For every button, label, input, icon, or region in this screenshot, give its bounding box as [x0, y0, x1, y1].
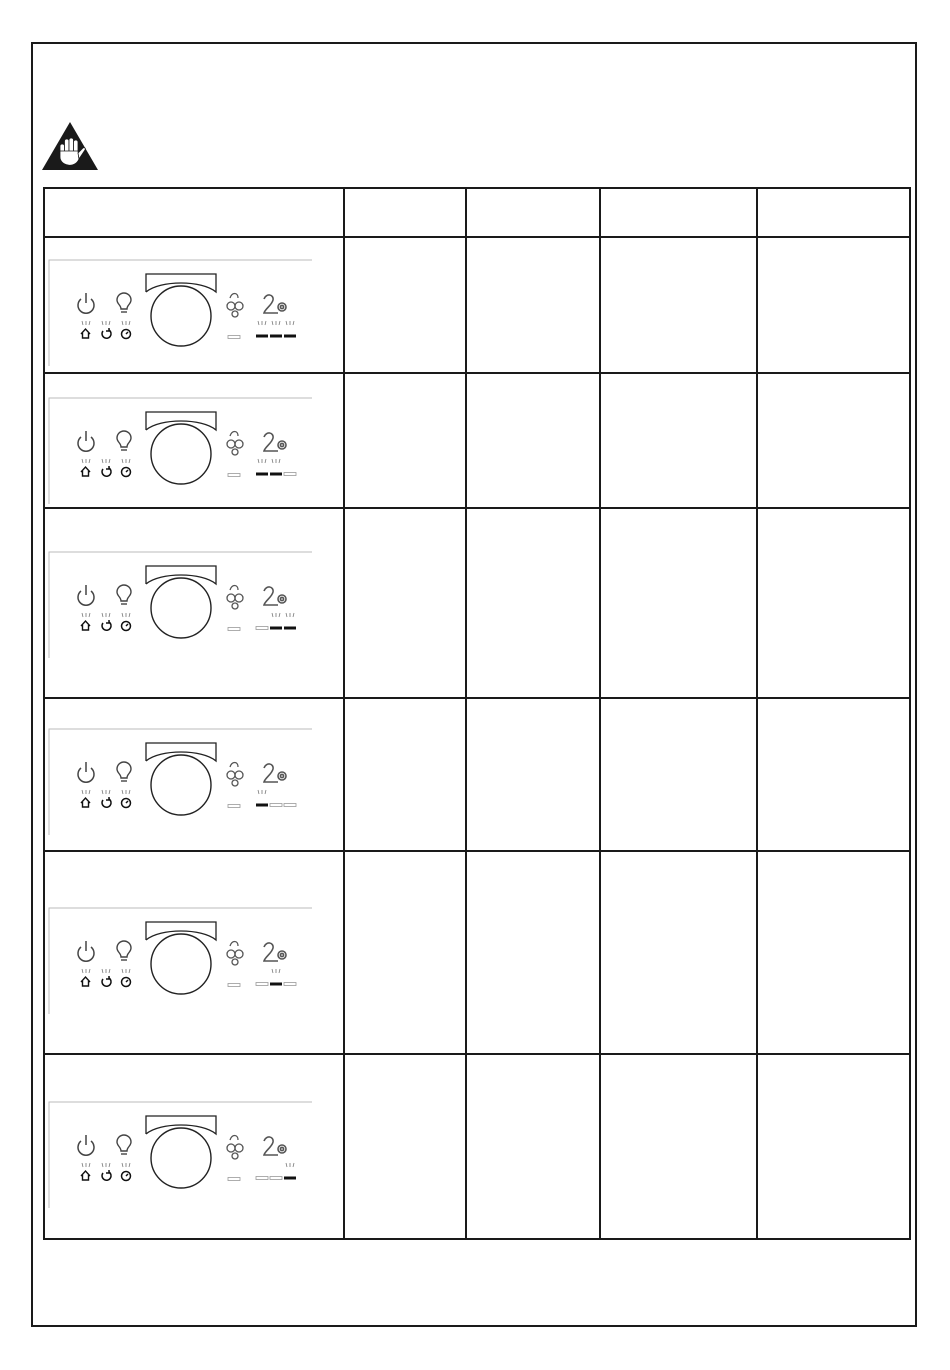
led-rays-icon — [286, 1163, 294, 1167]
hand-stop-warning-icon — [41, 121, 99, 171]
power-icon — [78, 293, 94, 313]
led-segment-unlit — [270, 804, 282, 807]
dishes-icon — [227, 942, 243, 966]
refresh-icon — [102, 620, 111, 630]
dial-knob — [151, 424, 211, 484]
table-column-divider — [343, 187, 345, 1240]
refresh-icon — [102, 328, 111, 338]
led-rays-icon — [82, 613, 90, 617]
led-segment-lit — [270, 627, 282, 630]
led-rays-icon — [102, 790, 110, 794]
led-segment-lit — [270, 473, 282, 476]
refresh-icon — [102, 466, 111, 476]
led-rays-icon — [82, 790, 90, 794]
table-column-divider — [599, 187, 601, 1240]
led-rays-icon — [272, 613, 280, 617]
refresh-icon — [102, 1170, 111, 1180]
led-rays-icon — [122, 790, 130, 794]
led-rays-icon — [102, 613, 110, 617]
led-rays-icon — [272, 969, 280, 973]
bulb-icon — [117, 293, 131, 312]
led-segment-unlit — [284, 983, 296, 986]
led-segment-unlit — [284, 473, 296, 476]
led-segment-lit — [284, 627, 296, 630]
refresh-icon — [102, 976, 111, 986]
eco-spiral-icon — [264, 295, 286, 313]
led-rays-icon — [102, 321, 110, 325]
power-icon — [78, 1135, 94, 1155]
led-rays-icon — [82, 1163, 90, 1167]
bulb-icon — [117, 1135, 131, 1154]
control-panel-illustration — [48, 906, 313, 1016]
table-column-divider — [465, 187, 467, 1240]
home-icon — [81, 621, 90, 630]
led-segment-unlit — [228, 1178, 240, 1181]
dial-knob — [151, 286, 211, 346]
led-rays-icon — [258, 321, 266, 325]
led-segment-lit — [284, 335, 296, 338]
led-rays-icon — [258, 790, 266, 794]
led-rays-icon — [102, 459, 110, 463]
clock-icon — [122, 330, 131, 339]
led-segment-lit — [284, 1177, 296, 1180]
led-rays-icon — [122, 613, 130, 617]
led-segment-lit — [256, 804, 268, 807]
dishes-icon — [227, 586, 243, 610]
led-rays-icon — [82, 459, 90, 463]
refresh-icon — [102, 797, 111, 807]
table-row-divider — [43, 697, 911, 699]
eco-spiral-icon — [264, 764, 286, 782]
led-rays-icon — [122, 459, 130, 463]
clock-icon — [122, 468, 131, 477]
led-segment-unlit — [228, 805, 240, 808]
control-panel-illustration — [48, 396, 313, 506]
led-segment-lit — [256, 473, 268, 476]
led-rays-icon — [272, 459, 280, 463]
bulb-icon — [117, 762, 131, 781]
clock-icon — [122, 978, 131, 987]
led-segment-unlit — [228, 984, 240, 987]
led-segment-unlit — [256, 983, 268, 986]
led-rays-icon — [286, 613, 294, 617]
table-row-divider — [43, 236, 911, 238]
led-segment-unlit — [228, 474, 240, 477]
control-panel-illustration — [48, 1100, 313, 1210]
home-icon — [81, 798, 90, 807]
eco-spiral-icon — [264, 433, 286, 451]
led-segment-lit — [256, 335, 268, 338]
power-icon — [78, 762, 94, 782]
eco-spiral-icon — [264, 587, 286, 605]
home-icon — [81, 1171, 90, 1180]
clock-icon — [122, 622, 131, 631]
control-panel-illustration — [48, 258, 313, 368]
led-segment-unlit — [256, 1177, 268, 1180]
led-segment-unlit — [228, 336, 240, 339]
power-icon — [78, 585, 94, 605]
led-segment-unlit — [270, 1177, 282, 1180]
dishes-icon — [227, 432, 243, 456]
dishes-icon — [227, 1136, 243, 1160]
led-segment-lit — [270, 335, 282, 338]
led-rays-icon — [286, 321, 294, 325]
clock-icon — [122, 799, 131, 808]
home-icon — [81, 467, 90, 476]
table-row-divider — [43, 1053, 911, 1055]
dial-knob — [151, 1128, 211, 1188]
dial-knob — [151, 578, 211, 638]
eco-spiral-icon — [264, 943, 286, 961]
home-icon — [81, 977, 90, 986]
dishes-icon — [227, 763, 243, 787]
table-row-divider — [43, 372, 911, 374]
led-segment-unlit — [256, 627, 268, 630]
table-row-divider — [43, 850, 911, 852]
bulb-icon — [117, 431, 131, 450]
eco-spiral-icon — [264, 1137, 286, 1155]
led-rays-icon — [122, 1163, 130, 1167]
bulb-icon — [117, 585, 131, 604]
led-rays-icon — [272, 321, 280, 325]
home-icon — [81, 329, 90, 338]
led-segment-unlit — [228, 628, 240, 631]
led-rays-icon — [122, 969, 130, 973]
dial-knob — [151, 755, 211, 815]
dial-knob — [151, 934, 211, 994]
led-rays-icon — [102, 969, 110, 973]
control-panel-illustration — [48, 550, 313, 660]
led-rays-icon — [122, 321, 130, 325]
power-icon — [78, 941, 94, 961]
led-segment-unlit — [284, 804, 296, 807]
led-rays-icon — [102, 1163, 110, 1167]
led-rays-icon — [258, 459, 266, 463]
table-row-divider — [43, 507, 911, 509]
led-segment-lit — [270, 983, 282, 986]
clock-icon — [122, 1172, 131, 1181]
bulb-icon — [117, 941, 131, 960]
table-column-divider — [756, 187, 758, 1240]
power-icon — [78, 431, 94, 451]
dishes-icon — [227, 294, 243, 318]
control-panel-illustration — [48, 727, 313, 837]
led-rays-icon — [82, 321, 90, 325]
led-rays-icon — [82, 969, 90, 973]
